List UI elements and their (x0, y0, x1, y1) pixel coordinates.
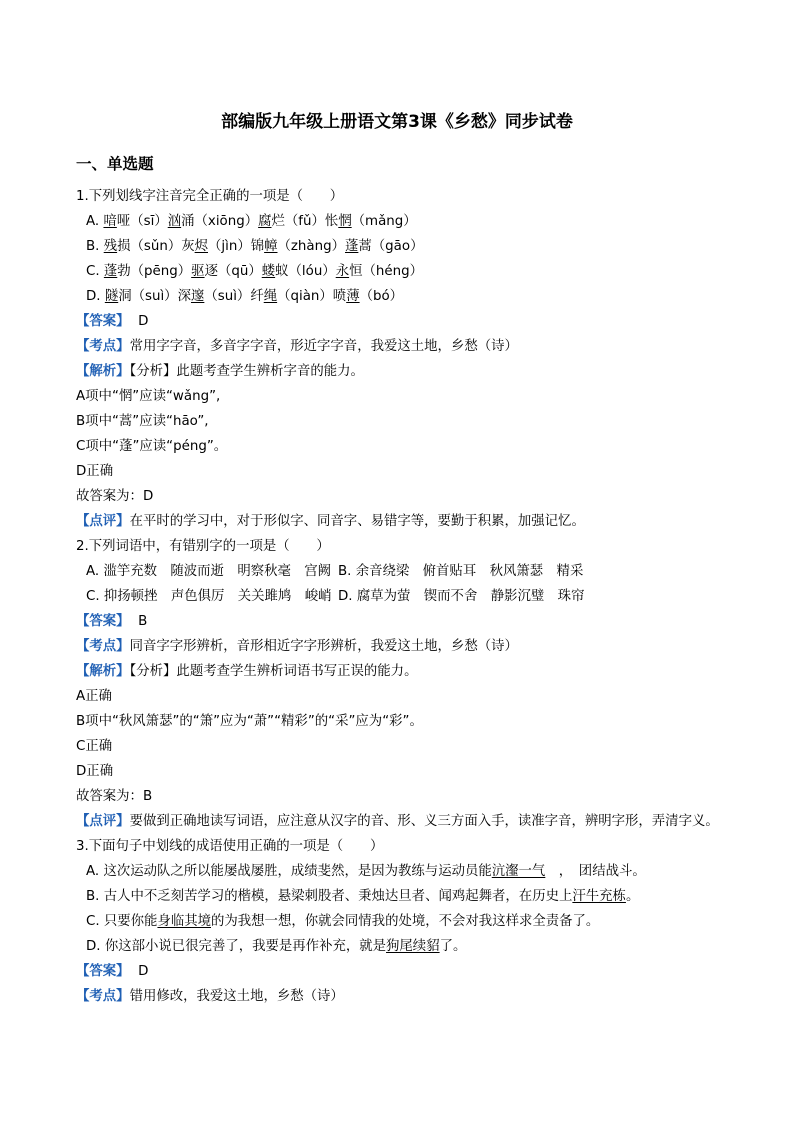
q1-option-c (76, 259, 726, 284)
opt-text: 勃（pēng） (117, 264, 192, 279)
q2-analysis-line: 故答案为：B (76, 789, 153, 804)
answer-tag: 【答案】 (76, 614, 130, 629)
underlined-idiom: 身临其境 (157, 914, 211, 929)
opt-text: 损（sǔn）灰 (117, 239, 195, 254)
underlined-char: 蓬 (103, 264, 118, 279)
answer-tag: 【答案】 (76, 314, 130, 329)
q2-options-ab (76, 559, 726, 584)
opt-text: 蒿（gāo） (358, 239, 424, 254)
q2-stem: 2.下列词语中，有错别字的一项是（ ） (76, 539, 330, 554)
q1-analysis-line: C项中“蓬”应读“péng”。 (76, 439, 228, 454)
underlined-char: 幛 (264, 239, 278, 254)
analysis-text: 【分析】此题考查学生辨析词语书写正误的能力。 (129, 664, 418, 679)
opt-text: （qiàn）喷 (277, 289, 347, 304)
opt-text: 恒（héng） (349, 264, 423, 279)
q1-analysis-line: 故答案为：D (76, 489, 154, 504)
opt-text: （zhàng） (277, 239, 345, 254)
opt-text: （bó） (359, 289, 404, 304)
underlined-idiom: 汗牛充栋 (572, 889, 626, 904)
underlined-char: 邃 (190, 289, 205, 304)
answer-tag: 【答案】 (76, 964, 130, 979)
opt-text: B. 古人中不乏刻苦学习的楷模，悬梁刺股者、秉烛达旦者、闻鸡起舞者，在历史上 (86, 889, 573, 904)
q1-comment (76, 509, 726, 534)
q2-option-b: B. 余音绕梁 俯首贴耳 秋风箫瑟 精采 (338, 564, 584, 579)
opt-text: 洞（suì）深 (118, 289, 191, 304)
q3-answer (76, 959, 726, 984)
comment-text: 要做到正确地读写词语，应注意从汉字的音、形、义三方面入手，读准字音，辨明字形，弄清字义。 (129, 814, 719, 829)
opt-text: 逐（qū） (204, 264, 262, 279)
q3-option-c (76, 909, 726, 934)
opt-text: B. (86, 239, 104, 254)
q2-option-c: C. 抑扬顿挫 声色俱厉 关关雎鸠 峻峭 (86, 589, 332, 604)
q2-option-d: D. 腐草为萤 锲而不舍 静影沉璧 珠帘 (338, 589, 585, 604)
underlined-char: 蝼 (261, 264, 276, 279)
section-heading: 一、单选题 (76, 155, 154, 173)
kp-text: 错用修改，我爱这土地，乡愁（诗） (129, 989, 344, 1004)
underlined-char: 烬 (194, 239, 208, 254)
underlined-char: 腐 (258, 214, 272, 229)
q2-knowledge-point (76, 634, 726, 659)
q1-stem: 1.下列划线字注音完全正确的一项是（ ） (76, 189, 344, 204)
analysis-tag: 【解析】 (76, 364, 130, 379)
underlined-char: 汹 (167, 214, 182, 229)
q3-option-a (76, 859, 726, 884)
answer-value: D (138, 314, 149, 329)
q2-analysis (76, 659, 726, 684)
comment-text: 在平时的学习中，对于形似字、同音字、易错字等，要勤于积累，加强记忆。 (129, 514, 585, 529)
q3-stem: 3.下面句子中划线的成语使用正确的一项是（ ） (76, 839, 384, 854)
q1-analysis (76, 359, 726, 384)
analysis-tag: 【解析】 (76, 664, 130, 679)
q2-analysis-line: D正确 (76, 764, 114, 779)
q1-knowledge-point (76, 334, 726, 359)
kp-tag: 【考点】 (76, 989, 130, 1004)
answer-value: B (138, 614, 148, 629)
q1-answer (76, 309, 726, 334)
comment-tag: 【点评】 (76, 814, 130, 829)
opt-text: A. (86, 214, 104, 229)
q2-answer (76, 609, 726, 634)
kp-text: 常用字字音，多音字字音，形近字字音，我爱这土地，乡愁（诗） (129, 339, 518, 354)
comment-tag: 【点评】 (76, 514, 130, 529)
underlined-char: 惘 (338, 214, 352, 229)
kp-tag: 【考点】 (76, 339, 130, 354)
opt-text: 涌（xiōng） (181, 214, 259, 229)
opt-text: （mǎng） (351, 214, 417, 229)
document-body (76, 184, 726, 1009)
underlined-idiom: 沆瀣一气 (491, 864, 546, 879)
underlined-char: 驱 (191, 264, 205, 279)
q3-option-d (76, 934, 726, 959)
q1-analysis-line: A项中“惘”应读“wǎng”, (76, 389, 221, 404)
underlined-char: 永 (335, 264, 350, 279)
opt-text: D. 你这部小说已很完善了，我要是再作补充，就是 (86, 939, 387, 954)
answer-value: D (138, 964, 149, 979)
q2-options-cd (76, 584, 726, 609)
opt-text: （suì）纤 (204, 289, 264, 304)
underlined-char: 喑 (103, 214, 117, 229)
q2-option-a: A. 滥竽充数 随波而逝 明察秋毫 宫阙 (86, 564, 332, 579)
opt-text: （jìn）锦 (208, 239, 265, 254)
kp-tag: 【考点】 (76, 639, 130, 654)
q1-analysis-line: B项中“蒿”应读“hāo”, (76, 414, 209, 429)
page-title: 部编版九年级上册语文第3课《乡愁》同步试卷 (221, 112, 573, 132)
q1-option-d (76, 284, 726, 309)
underlined-char: 残 (103, 239, 118, 254)
underlined-char: 薄 (346, 289, 360, 304)
opt-text: 烂（fǔ）怅 (271, 214, 339, 229)
analysis-text: 【分析】此题考查学生辨析字音的能力。 (129, 364, 364, 379)
opt-text: ， 团结战斗。 (545, 864, 646, 879)
underlined-char: 绳 (263, 289, 278, 304)
opt-text: D. (86, 289, 105, 304)
opt-text: C. (86, 264, 104, 279)
q3-knowledge-point (76, 984, 726, 1009)
opt-text: 哑（sī） (116, 214, 168, 229)
opt-text: 。 (625, 889, 640, 904)
q2-analysis-line: B项中“秋风箫瑟”的“箫”应为“萧”“精彩”的“采”应为“彩”。 (76, 714, 423, 729)
kp-text: 同音字字形辨析，音形相近字字形辨析，我爱这土地，乡愁（诗） (129, 639, 518, 654)
q1-option-a (76, 209, 726, 234)
underlined-char: 隧 (104, 289, 119, 304)
opt-text: 蚁（lóu） (275, 264, 336, 279)
q3-option-b (76, 884, 726, 909)
opt-text: 了。 (439, 939, 467, 954)
underlined-idiom: 狗尾续貂 (386, 939, 440, 954)
opt-text: A. 这次运动队之所以能屡战屡胜，成绩斐然，是因为教练与运动员能 (86, 864, 492, 879)
q2-analysis-line: A正确 (76, 689, 112, 704)
underlined-char: 蓬 (345, 239, 359, 254)
q2-analysis-line: C正确 (76, 739, 113, 754)
opt-text: C. 只要你能 (86, 914, 158, 929)
opt-text: 的为我想一想，你就会同情我的处境，不会对我这样求全责备了。 (211, 914, 600, 929)
q1-analysis-line: D正确 (76, 464, 114, 479)
q1-option-b (76, 234, 726, 259)
q2-comment (76, 809, 726, 834)
